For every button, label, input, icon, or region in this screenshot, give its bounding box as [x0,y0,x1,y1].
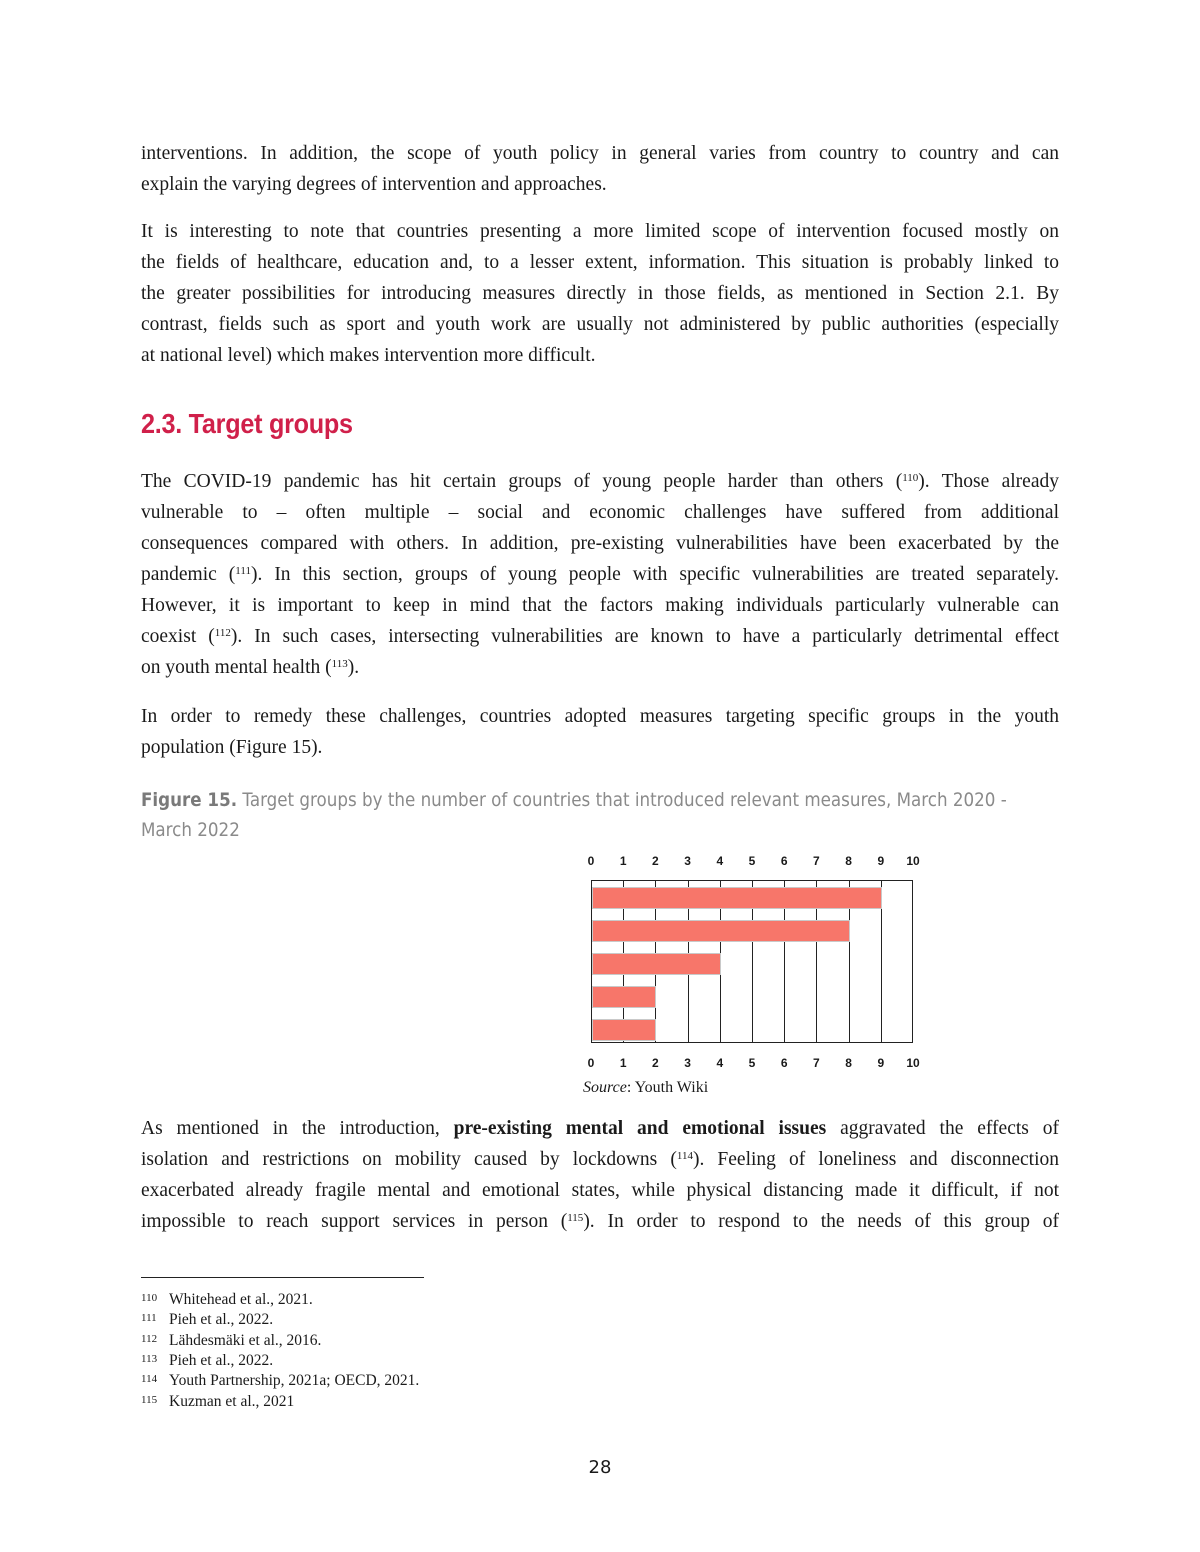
paragraph-limited-scope [141,216,1059,371]
text-line: vulnerable to – often multiple – social and economic challenges have suffered from additional [141,502,1059,523]
x-tick-top: 10 [906,854,920,868]
x-tick-top: 7 [813,854,820,868]
text-run: pandemic ( [141,564,236,585]
footnote-text: Whitehead et al., 2021. [169,1291,313,1308]
text-run: ). In such cases, intersecting vulnerabilities are known to have a particularly detrimental effect [230,626,1059,647]
text-run: aggravated the effects of [826,1118,1059,1139]
text-line [141,621,1059,652]
text-line: at national level) which makes intervention more difficult. [141,345,596,366]
paragraph-intro-continuation [141,138,1059,200]
page-number: 28 [588,1457,612,1478]
text-run: on youth mental health ( [141,657,332,678]
footnote-ref[interactable]: 112 [214,627,231,639]
paragraph-remedy [141,701,1059,763]
bar [592,920,850,942]
footnote-number: 115 [141,1393,158,1406]
footnote-ref[interactable]: 110 [902,472,919,484]
text-line: exacerbated already fragile mental and emotional states, while physical distancing made it difficult, if not [141,1180,1059,1201]
bold-phrase: pre-existing mental and emotional issues [453,1118,827,1139]
footnote-text: Pieh et al., 2022. [169,1311,274,1329]
text-line: explain the varying degrees of intervention and approaches. [141,174,607,195]
text-line: However, it is important to keep in mind that the factors making individuals particularly vulnerable can [141,595,1059,616]
text-line [141,1113,1059,1144]
footnote-text: Youth Partnership, 2021a; OECD, 2021. [169,1372,420,1390]
x-tick-top: 8 [845,854,852,868]
paragraph-covid-impact [141,466,1059,683]
text-line [141,1206,1059,1237]
x-tick-top: 0 [587,854,595,868]
bar [592,953,721,975]
figure-label: Figure 15. [141,789,238,811]
caption-line [141,785,1007,815]
footnote-ref[interactable]: 115 [567,1212,584,1224]
footnote-number: 114 [141,1373,158,1386]
text-line: In order to remedy these challenges, countries adopted measures targeting specific groups in the youth [141,706,1059,727]
x-tick-bottom: 1 [619,1056,627,1070]
x-tick-top: 5 [748,854,756,868]
x-tick-top: 4 [716,854,724,868]
text-line [141,1144,1059,1175]
paragraph-mental-health [141,1113,1059,1237]
text-line [141,559,1059,590]
footnote [141,1392,294,1412]
figure-source [583,1079,708,1097]
bar [592,1019,656,1041]
x-tick-bottom: 5 [748,1056,756,1070]
x-tick-bottom: 6 [780,1056,788,1070]
footnote-text: Lähdesmäki et al., 2016. [169,1331,322,1349]
footnote-text: Pieh et al., 2022. [169,1351,274,1369]
footnote-number: 113 [141,1352,158,1365]
footnote [141,1371,419,1391]
x-tick-bottom: 0 [587,1056,595,1070]
text-run: ). In this section, groups of young people with specific vulnerabilities are treated separately. [250,564,1059,585]
text-run: impossible to reach support services in person ( [141,1211,568,1232]
bar [592,986,656,1008]
caption-text: Target groups by the number of countries that introduced relevant measures, March 2020 - [237,789,1007,811]
footnote-number: 110 [141,1292,158,1304]
footnote-number: 112 [141,1332,158,1345]
footnote [141,1290,313,1310]
bar [592,887,882,909]
x-tick-top: 9 [877,854,885,868]
text-run: coexist ( [141,626,215,647]
x-tick-top: 2 [652,854,659,868]
text-line: the fields of healthcare, education and, to a lesser extent, information. This situation is probably linked to [141,252,1059,273]
x-tick-top: 3 [684,854,691,868]
source-label: Source [583,1079,627,1096]
x-tick-bottom: 3 [684,1056,691,1070]
footnote-number: 111 [141,1312,157,1325]
text-run: ). [347,657,360,678]
footnote-ref[interactable]: 113 [331,658,348,670]
text-run: ). Those already [918,471,1059,492]
figure-caption [141,785,1059,845]
caption-line: March 2022 [141,819,240,841]
text-run: ). Feeling of loneliness and disconnection [692,1149,1059,1170]
text-line: consequences compared with others. In addition, pre-existing vulnerabilities have been exacerbated by the [141,533,1059,554]
plot-area [591,880,913,1043]
x-tick-bottom: 4 [716,1056,724,1070]
text-run: The COVID-19 pandemic has hit certain groups of young people harder than others ( [141,471,903,492]
text-run: As mentioned in the introduction, [141,1118,454,1139]
text-run: isolation and restrictions on mobility caused by lockdowns ( [141,1149,677,1170]
footnote-ref[interactable]: 111 [235,565,251,577]
text-run: ). In order to respond to the needs of this group of [583,1211,1059,1232]
x-tick-bottom: 7 [813,1056,820,1070]
x-tick-bottom: 8 [845,1056,852,1070]
footnote [141,1310,273,1330]
x-tick-bottom: 10 [906,1056,920,1070]
footnote-separator [141,1277,424,1278]
footnote-ref[interactable]: 114 [676,1150,693,1162]
text-line: It is interesting to note that countries presenting a more limited scope of intervention focused mostly on [141,221,1059,242]
text-line [141,466,1059,497]
text-line: the greater possibilities for introducing measures directly in those fields, as mentioned in Section 2.1. By [141,283,1059,304]
x-tick-top: 6 [780,854,788,868]
x-tick-bottom: 2 [652,1056,659,1070]
section-heading: 2.3. Target groups [141,408,353,439]
footnote-text: Kuzman et al., 2021 [169,1392,295,1410]
footnote [141,1351,273,1371]
x-tick-bottom: 9 [877,1056,885,1070]
text-line [141,652,1059,683]
source-text: : Youth Wiki [626,1079,709,1096]
text-line: interventions. In addition, the scope of youth policy in general varies from country to country and can [141,143,1059,164]
text-line: contrast, fields such as sport and youth work are usually not administered by public authorities (especially [141,314,1059,335]
x-tick-top: 1 [619,854,627,868]
text-line: population (Figure 15). [141,737,323,758]
footnote [141,1331,321,1351]
